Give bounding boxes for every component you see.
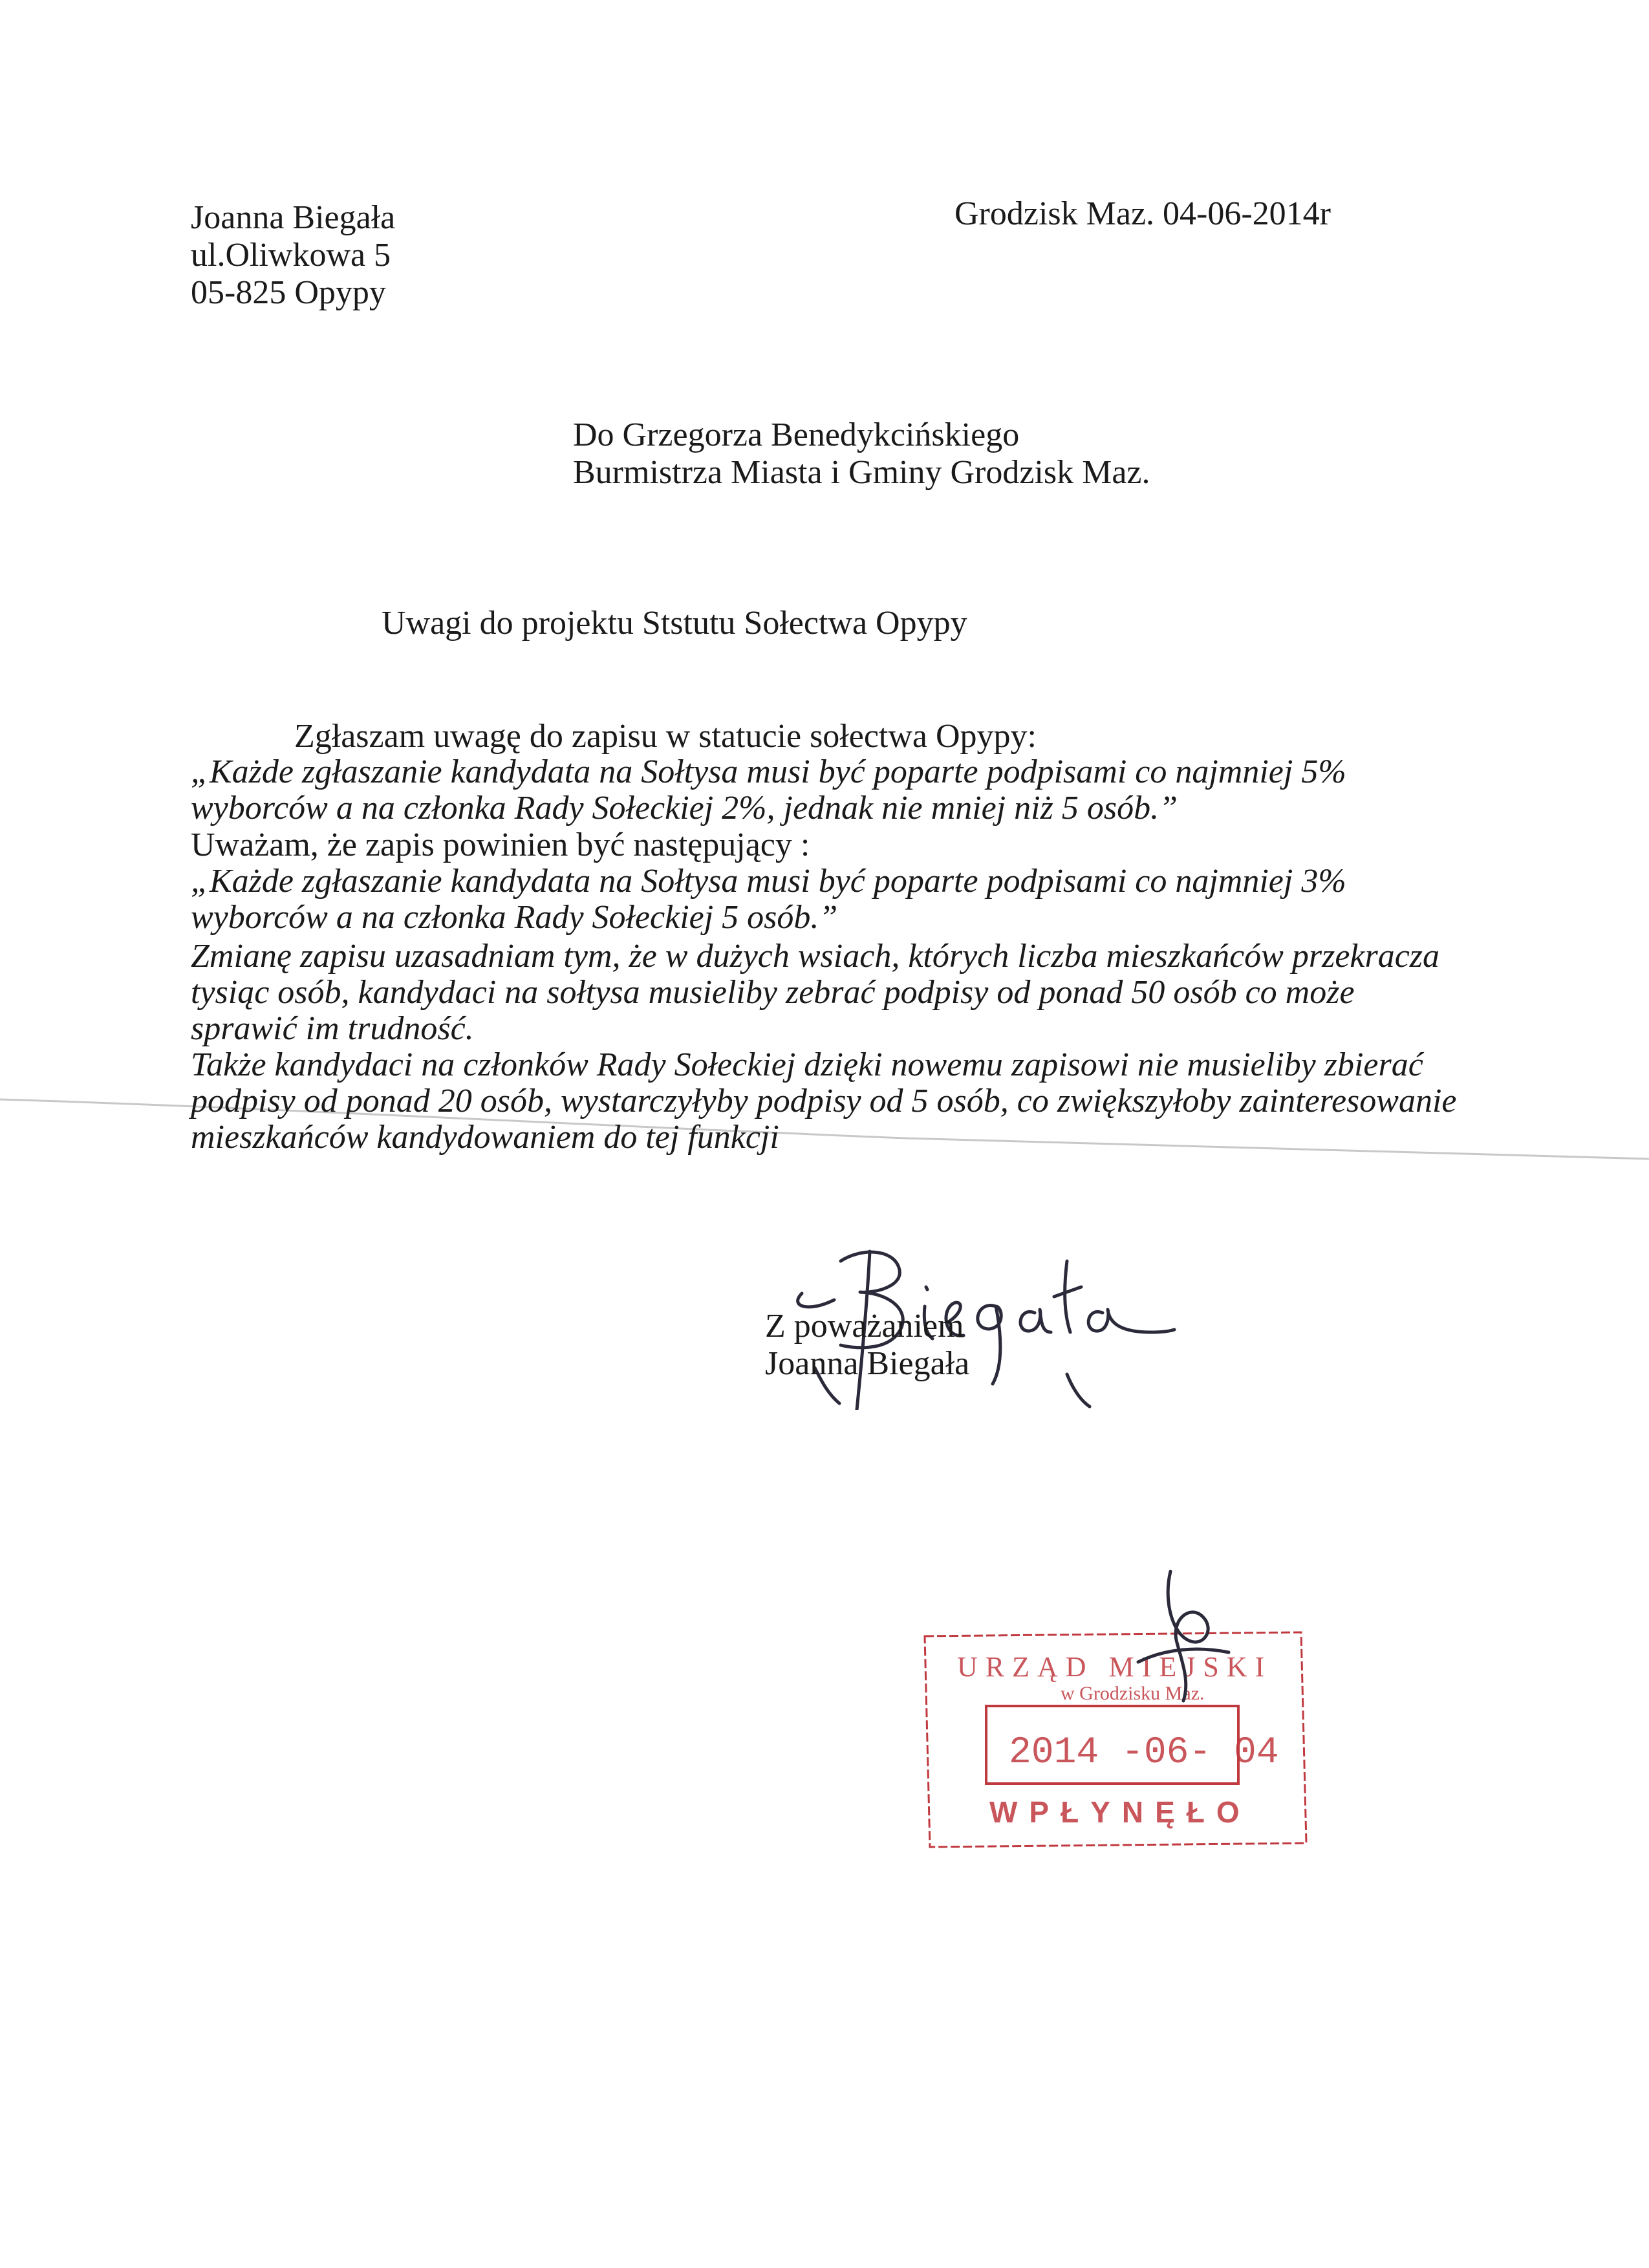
quote1-line: wyborców a na członka Rady Sołeckiej 2%, jednak nie mniej niż 5 osób.” bbox=[191, 790, 1178, 826]
stamp-status: WPŁYNĘŁO bbox=[989, 1795, 1251, 1829]
sender-name: Joanna Biegała bbox=[191, 199, 396, 236]
justification-paragraph bbox=[191, 938, 1457, 1156]
stamp-office-location: w Grodzisku Maz. bbox=[1061, 1683, 1205, 1704]
receipt-stamp bbox=[918, 1565, 1319, 1863]
closing-line-2: Joanna Biegała bbox=[765, 1345, 970, 1382]
handwritten-initial bbox=[1125, 1559, 1242, 1707]
recipient-line-2: Burmistrza Miasta i Gminy Grodzisk Maz. bbox=[573, 454, 1150, 491]
justification-line: tysiąc osób, kandydaci na sołtysa musieliby zebrać podpisy od ponad 50 osób co może bbox=[191, 974, 1355, 1011]
justification-line: Zmianę zapisu uzasadniam tym, że w dużych wsiach, których liczba mieszkańców przekracza bbox=[191, 938, 1440, 975]
letter-subject: Uwagi do projektu Ststutu Sołectwa Opypy bbox=[382, 605, 967, 642]
body-intro: Zgłaszam uwagę do zapisu w statucie sołectwa Opypy: bbox=[294, 718, 1037, 755]
initial-strokes bbox=[1138, 1571, 1229, 1701]
recipient-address bbox=[573, 416, 1150, 491]
sender-address bbox=[191, 199, 395, 312]
closing-line-1: Z poważaniem bbox=[765, 1308, 964, 1345]
recipient-line-1: Do Grzegorza Benedykcińskiego bbox=[573, 416, 1020, 453]
stamp-date: 2014 -06- 04 bbox=[1009, 1732, 1279, 1774]
stamp-office: URZĄD MIEJSKI bbox=[957, 1651, 1273, 1683]
justification-line: sprawić im trudność. bbox=[191, 1010, 474, 1047]
quoted-current-provision bbox=[191, 754, 1346, 826]
quote1-line: „Każde zgłaszanie kandydata na Sołtysa musi być poparte podpisami co najmniej 5% bbox=[191, 753, 1346, 790]
quote2-line: wyborców a na członka Rady Sołeckiej 5 osób.” bbox=[191, 899, 838, 936]
sender-street: ul.Oliwkowa 5 bbox=[191, 237, 391, 274]
body-opinion: Uważam, że zapis powinien być następujący : bbox=[191, 826, 810, 863]
justification-line: mieszkańców kandydowaniem do tej funkcji bbox=[191, 1119, 779, 1156]
justification-line: podpisy od ponad 20 osób, wystarczyłyby podpisy od 5 osób, co zwiększyłoby zainteresowanie bbox=[191, 1083, 1457, 1119]
date-place: Grodzisk Maz. 04-06-2014r bbox=[954, 195, 1331, 232]
justification-line: Także kandydaci na członków Rady Sołeckiej dzięki nowemu zapisowi nie musieliby zbierać bbox=[191, 1046, 1423, 1083]
quote2-line: „Każde zgłaszanie kandydata na Sołtysa musi być poparte podpisami co najmniej 3% bbox=[191, 863, 1346, 900]
closing-salutation bbox=[765, 1308, 969, 1383]
quoted-proposed-provision bbox=[191, 863, 1346, 936]
sender-postal-city: 05-825 Opypy bbox=[191, 274, 386, 311]
